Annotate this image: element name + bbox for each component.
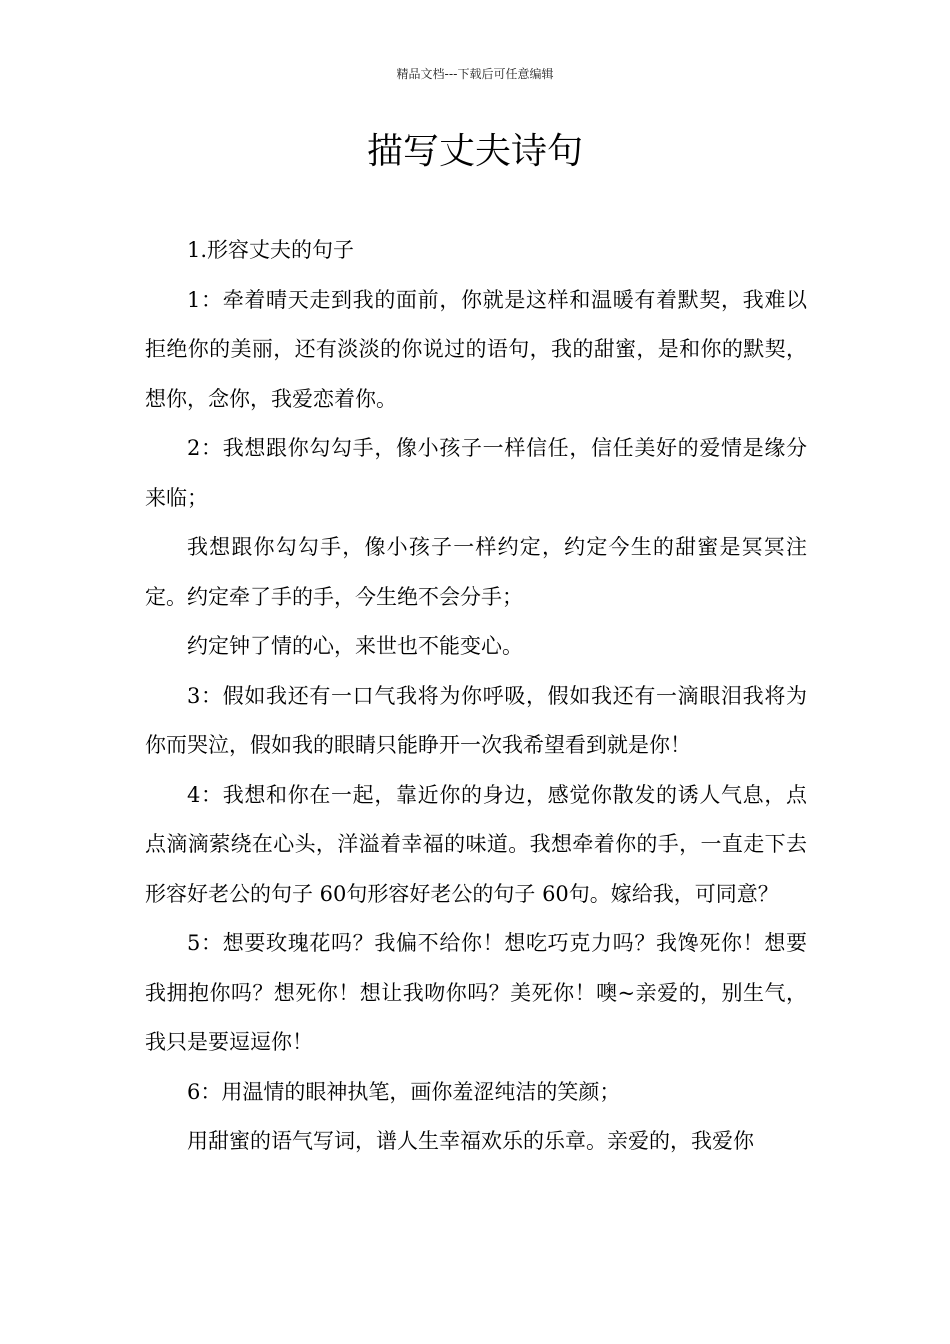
paragraph: 5：想要玫瑰花吗？我偏不给你！想吃巧克力吗？我馋死你！想要我拥抱你吗？想死你！想让我吻你吗？美死你！噢~亲爱的，别生气，我只是要逗逗你！ — [145, 931, 807, 1054]
header-note: 精品文档---下载后可任意编辑 — [396, 67, 554, 81]
paragraph: 4：我想和你在一起，靠近你的身边，感觉你散发的诱人气息，点点滴滴萦绕在心头，洋溢着幸福的味道。我想牵着你的手，一直走下去形容好老公的句子 60句形容好老公的句子 60句。嫁给我，可同意？ — [145, 782, 807, 906]
paragraph: 1：牵着晴天走到我的面前，你就是这样和温暖有着默契，我难以拒绝你的美丽，还有淡淡的你说过的语句，我的甜蜜，是和你的默契，想你，念你，我爱恋着你。 — [145, 287, 807, 411]
paragraph: 6：用温情的眼神执笔，画你羞涩纯洁的笑颜； — [187, 1079, 621, 1104]
paragraph-heading: 1.形容丈夫的句子 — [187, 238, 355, 262]
paragraph: 我想跟你勾勾手，像小孩子一样约定，约定今生的甜蜜是冥冥注定。约定牵了手的手，今生绝不会分手； — [145, 535, 807, 609]
paragraph: 3：假如我还有一口气我将为你呼吸，假如我还有一滴眼泪我将为你而哭泣，假如我的眼睛只能睁开一次我希望看到就是你！ — [145, 683, 807, 757]
document-body — [145, 226, 807, 1167]
paragraph: 2：我想跟你勾勾手，像小孩子一样信任，信任美好的爱情是缘分来临； — [145, 436, 807, 510]
paragraph: 用甜蜜的语气写词，谱人生幸福欢乐的乐章。亲爱的，我爱你 — [187, 1129, 754, 1153]
paragraph: 约定钟了情的心，来世也不能变心。 — [187, 634, 523, 658]
document-title: 描写丈夫诗句 — [366, 131, 583, 172]
